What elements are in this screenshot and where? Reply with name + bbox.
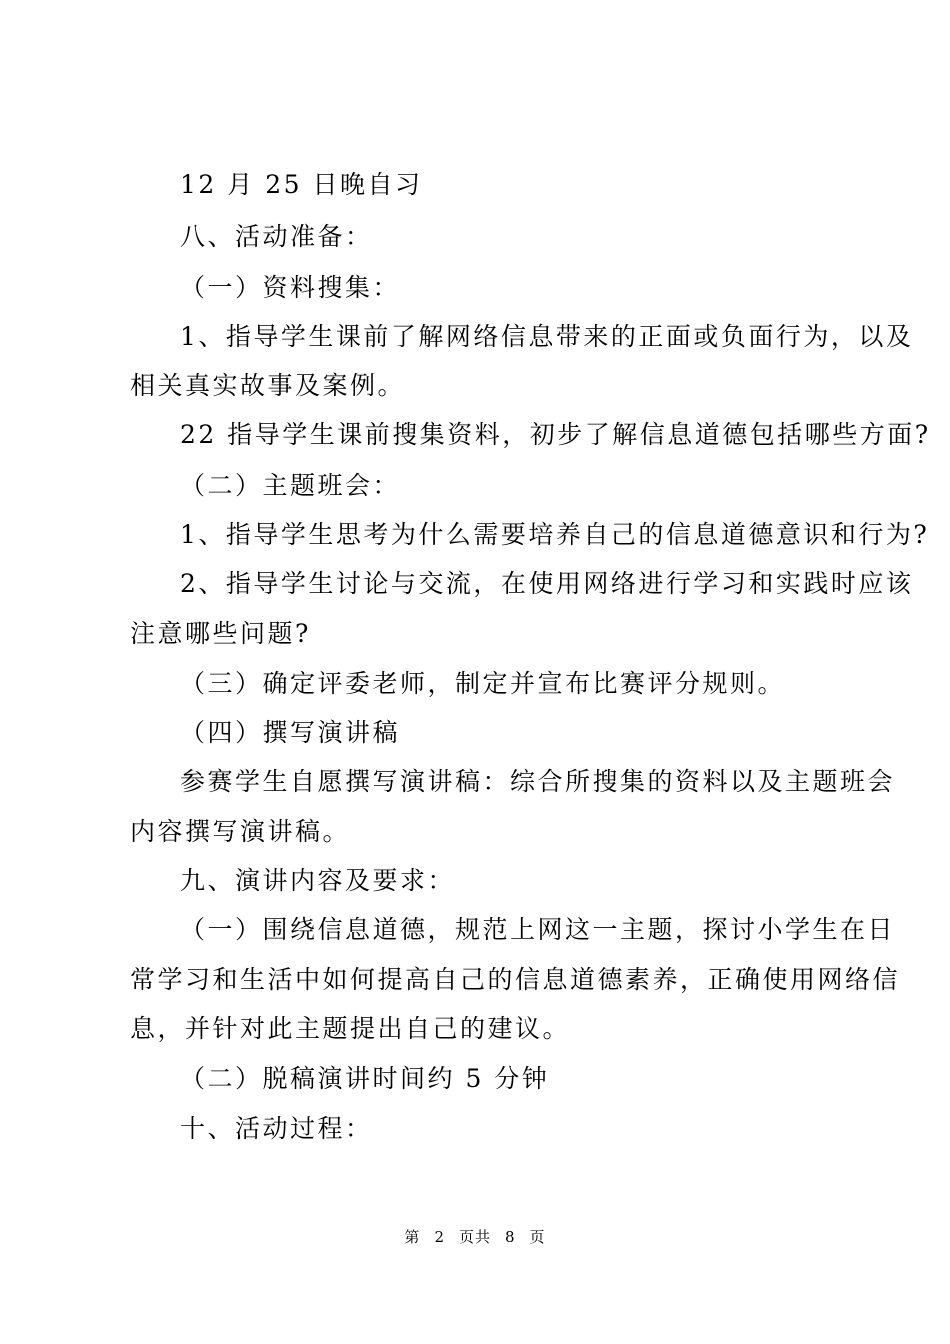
page-footer <box>0 1227 950 1247</box>
text-line-meeting-2a: 2、指导学生讨论与交流，在使用网络进行学习和实践时应该 <box>180 569 914 598</box>
text-line-materials-1a: 1、指导学生课前了解网络信息带来的正面或负面行为，以及 <box>180 322 914 351</box>
text-line-materials-1b: 相关真实故事及案例。 <box>130 371 406 400</box>
footer-prefix: 第 <box>404 1228 421 1246</box>
text-line-requirements-1a: （一）围绕信息道德，规范上网这一主题，探讨小学生在日 <box>180 915 896 944</box>
footer-middle: 页共 <box>458 1228 491 1246</box>
subheading-judges: （三）确定评委老师，制定并宣布比赛评分规则。 <box>180 669 786 698</box>
text-line-requirements-1c: 息，并针对此主题提出自己的建议。 <box>130 1014 571 1043</box>
text-line-requirements-2: （二）脱稿演讲时间约 5 分钟 <box>180 1064 550 1093</box>
text-line-draft-a: 参赛学生自愿撰写演讲稿：综合所搜集的资料以及主题班会 <box>180 767 896 796</box>
text-line-date: 12 月 25 日晚自习 <box>180 170 423 199</box>
text-line-materials-2: 22 指导学生课前搜集资料，初步了解信息道德包括哪些方面? <box>180 420 931 449</box>
section-heading-preparation: 八、活动准备： <box>180 222 373 251</box>
subheading-class-meeting: （二）主题班会： <box>180 471 401 500</box>
text-line-meeting-2b: 注意哪些问题? <box>130 619 311 648</box>
text-line-meeting-1: 1、指导学生思考为什么需要培养自己的信息道德意识和行为? <box>180 520 930 549</box>
subheading-materials: （一）资料搜集： <box>180 273 401 302</box>
footer-total-pages: 8 <box>505 1228 516 1246</box>
text-line-requirements-1b: 常学习和生活中如何提高自己的信息道德素养，正确使用网络信 <box>130 965 901 994</box>
footer-suffix: 页 <box>529 1228 546 1246</box>
subheading-speech-draft: （四）撰写演讲稿 <box>180 718 401 747</box>
text-line-draft-b: 内容撰写演讲稿。 <box>130 817 351 846</box>
section-heading-process: 十、活动过程： <box>180 1114 373 1143</box>
section-heading-requirements: 九、演讲内容及要求： <box>180 866 456 895</box>
footer-current-page: 2 <box>434 1228 445 1246</box>
